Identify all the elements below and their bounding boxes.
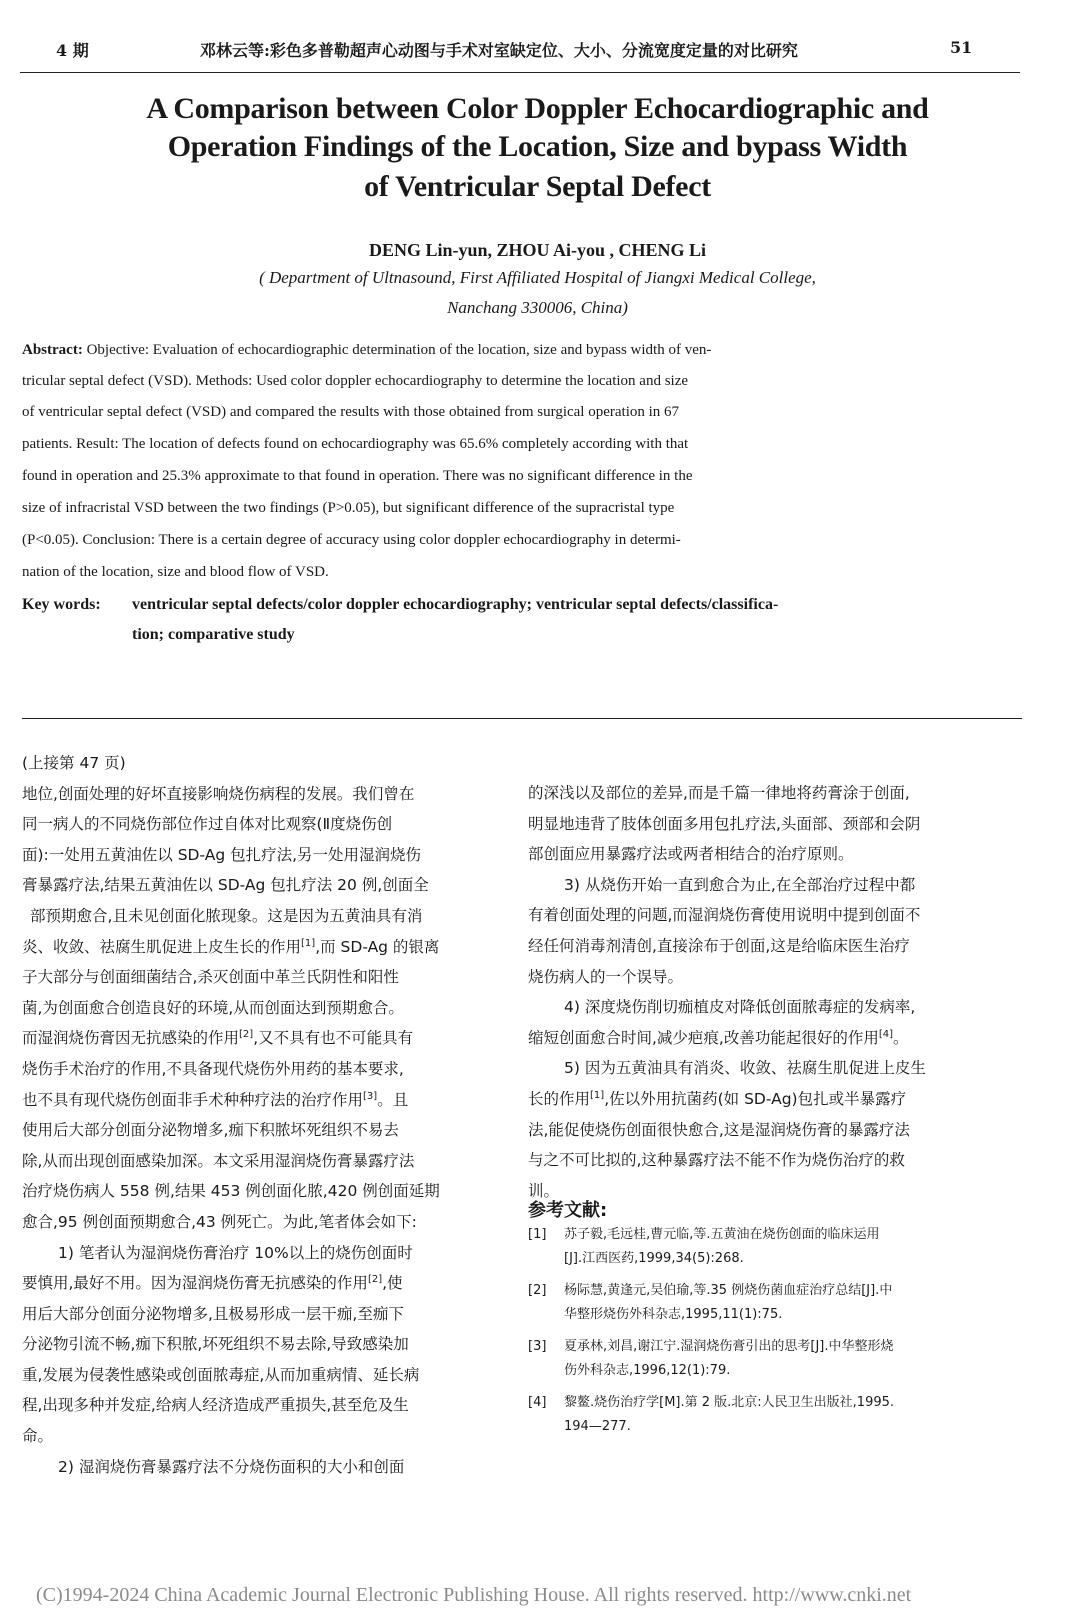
- section-rule: [22, 718, 1022, 719]
- reference-line: 伤外科杂志,1996,12(1):79.: [564, 1363, 731, 1378]
- body-text: 长的作用: [528, 1089, 591, 1108]
- reference-line: 杨际慧,黄逢元,吴伯瑜,等.35 例烧伤菌血症治疗总结[J].中: [564, 1283, 893, 1298]
- abstract-label: Abstract:: [22, 342, 83, 358]
- body-line: 使用后大部分创面分泌物增多,痂下积脓坏死组织不易去: [22, 1121, 399, 1140]
- page-number: 51: [950, 38, 973, 57]
- body-line: 训。: [528, 1181, 560, 1200]
- issue-number: 4 期: [56, 41, 89, 60]
- references-heading: 参考文献:: [528, 1200, 608, 1221]
- reference-number: [1]: [528, 1227, 547, 1242]
- body-line: 愈合,95 例创面预期愈合,43 例死亡。为此,笔者体会如下:: [22, 1212, 417, 1231]
- abstract-line-2: tricular septal defect (VSD). Methods: Used color doppler echocardiography to determine the location and size: [22, 373, 689, 389]
- left-column: [22, 748, 440, 1482]
- body-line: 明显地违背了肢体创面多用包扎疗法,头面部、颈部和会阴: [528, 814, 921, 833]
- continued-note: (上接第 47 页): [22, 754, 126, 772]
- body-text: 炎、收敛、祛腐生肌促进上皮生长的作用: [22, 937, 302, 956]
- abstract-line-6: size of infracristal VSD between the two findings (P>0.05), but significant difference of the supracristal type: [22, 500, 675, 516]
- body-line: 4) 深度烧伤削切痂植皮对降低创面脓毒症的发病率,: [564, 998, 916, 1017]
- citation-marker: [1]: [590, 1089, 605, 1101]
- running-title: 邓林云等:彩色多普勒超声心动图与手术对室缺定位、大小、分流宽度定量的对比研究: [200, 41, 798, 60]
- body-line: 程,出现多种并发症,给病人经济造成严重损失,甚至危及生: [22, 1396, 409, 1415]
- keywords-label: Key words:: [22, 596, 101, 613]
- body-line: [528, 1084, 926, 1115]
- body-line: [528, 1023, 926, 1054]
- reference-number: [2]: [528, 1283, 547, 1298]
- body-line: [22, 1268, 440, 1299]
- reference-line: [J].江西医药,1999,34(5):268.: [564, 1251, 744, 1266]
- body-line: 面):一处用五黄油佐以 SD-Ag 包扎疗法,另一处用湿润烧伤: [22, 845, 422, 864]
- body-text: ,佐以外用抗菌药(如 SD-Ag)包扎或半暴露疗: [604, 1089, 907, 1108]
- body-line: 与之不可比拟的,这种暴露疗法不能不作为烧伤治疗的救: [528, 1151, 905, 1170]
- body-line: 法,能促使烧伤创面很快愈合,这是湿润烧伤膏的暴露疗法: [528, 1120, 910, 1139]
- right-column: [528, 778, 926, 1206]
- authors: DENG Lin-yun, ZHOU Ai-you , CHENG Li: [368, 240, 707, 260]
- body-text: 。: [893, 1028, 909, 1047]
- abstract-line-3: of ventricular septal defect (VSD) and compared the results with those obtained from surgical operation in 67: [22, 404, 680, 420]
- abstract-line-1: [22, 342, 1022, 359]
- body-text: ,使: [382, 1274, 403, 1293]
- body-line: [22, 932, 440, 963]
- body-line: 烧伤病人的一个误导。: [528, 967, 684, 986]
- body-line: 的深浅以及部位的差异,而是千篇一律地将药膏涂于创面,: [528, 784, 910, 802]
- reference-item: [528, 1224, 1008, 1272]
- body-line: 菌,为创面愈合创造良好的环境,从而创面达到预期愈合。: [22, 998, 404, 1017]
- affiliation-line-1: ( Department of Ultnasound, First Affiliated Hospital of Jiangxi Medical College,: [259, 268, 816, 287]
- body-line: 重,发展为侵袭性感染或创面脓毒症,从而加重病情、延长病: [22, 1365, 420, 1384]
- body-line: 子大部分与创面细菌结合,杀灭创面中革兰氏阴性和阳性: [22, 968, 399, 987]
- keywords-line-1: ventricular septal defects/color doppler echocardiography; ventricular septal defects/classifica-: [132, 596, 779, 613]
- body-line: 3) 从烧伤开始一直到愈合为止,在全部治疗过程中都: [564, 875, 916, 894]
- title-line-1: A Comparison between Color Doppler Echocardiographic and: [146, 92, 929, 125]
- reference-number: [4]: [528, 1395, 547, 1410]
- citation-marker: [1]: [301, 937, 316, 949]
- keywords-line-2: tion; comparative study: [132, 626, 295, 643]
- body-line: [22, 1085, 440, 1116]
- body-line: 有着创面处理的问题,而湿润烧伤膏使用说明中提到创面不: [528, 906, 921, 925]
- body-line: 同一病人的不同烧伤部位作过自体对比观察(Ⅱ度烧伤创: [22, 815, 393, 834]
- reference-line: 194—277.: [564, 1419, 631, 1434]
- abstract-line-4: patients. Result: The location of defects found on echocardiography was 65.6% completely according with that: [22, 436, 689, 452]
- body-line: 1) 笔者认为湿润烧伤膏治疗 10%以上的烧伤创面时: [58, 1243, 413, 1262]
- body-line: 膏暴露疗法,结果五黄油佐以 SD-Ag 包扎疗法 20 例,创面全: [22, 876, 429, 895]
- body-line: 部创面应用暴露疗法或两者相结合的治疗原则。: [528, 845, 854, 864]
- reference-item: [528, 1392, 1008, 1440]
- body-line: 5) 因为五黄油具有消炎、收敛、祛腐生肌促进上皮生: [564, 1059, 926, 1078]
- citation-marker: [2]: [239, 1029, 254, 1041]
- body-line: [22, 1023, 440, 1054]
- body-line: 命。: [22, 1427, 54, 1446]
- body-line: 治疗烧伤病人 558 例,结果 453 例创面化脓,420 例创面延期: [22, 1182, 440, 1201]
- copyright-footer: (C)1994-2024 China Academic Journal Electronic Publishing House. All rights reserved. http://www.cnki.net: [36, 1584, 912, 1606]
- abstract-line-7: (P<0.05). Conclusion: There is a certain degree of accuracy using color doppler echocardiography in determi-: [22, 532, 681, 548]
- body-text: ,又不具有也不可能具有: [253, 1029, 414, 1048]
- body-line: 烧伤手术治疗的作用,不具备现代烧伤外用药的基本要求,: [22, 1059, 404, 1078]
- reference-number: [3]: [528, 1339, 547, 1354]
- abstract-text: Objective: Evaluation of echocardiographic determination of the location, size and bypass width of ven-: [82, 342, 712, 358]
- body-line: 用后大部分创面分泌物增多,且极易形成一层干痂,至痂下: [22, 1304, 404, 1323]
- affiliation-line-2: Nanchang 330006, China): [447, 298, 628, 317]
- body-text: ,而 SD-Ag 的银离: [315, 937, 440, 956]
- body-text: 而湿润烧伤膏因无抗感染的作用: [22, 1029, 240, 1048]
- body-line: 地位,创面处理的好坏直接影响烧伤病程的发展。我们曾在: [22, 784, 415, 803]
- header-rule: [20, 72, 1020, 73]
- reference-line: 华整形烧伤外科杂志,1995,11(1):75.: [564, 1307, 783, 1322]
- body-line: 部预期愈合,且未见创面化脓现象。这是因为五黄油具有消: [30, 906, 423, 925]
- body-text: 要慎用,最好不用。因为湿润烧伤膏无抗感染的作用: [22, 1274, 368, 1293]
- body-line: 分泌物引流不畅,痂下积脓,坏死组织不易去除,导致感染加: [22, 1335, 409, 1354]
- abstract-line-5: found in operation and 25.3% approximate to that found in operation. There was no significant difference in the: [22, 468, 693, 484]
- citation-marker: [4]: [878, 1028, 894, 1040]
- title-line-2: Operation Findings of the Location, Size and bypass Width: [167, 130, 908, 163]
- reference-line: 夏承林,刘昌,谢江宁.湿润烧伤膏引出的思考[J].中华整形烧: [564, 1339, 894, 1354]
- reference-item: [528, 1336, 1008, 1384]
- reference-item: [528, 1280, 1008, 1328]
- body-line: 2) 湿润烧伤膏暴露疗法不分烧伤面积的大小和创面: [58, 1457, 405, 1476]
- title-line-3: of Ventricular Septal Defect: [364, 170, 711, 203]
- citation-marker: [3]: [363, 1090, 378, 1102]
- body-text: 也不具有现代烧伤创面非手术种种疗法的治疗作用: [22, 1090, 364, 1109]
- body-text: 。且: [377, 1090, 409, 1109]
- body-line: 除,从而出现创面感染加深。本文采用湿润烧伤膏暴露疗法: [22, 1151, 415, 1170]
- reference-line: 苏子毅,毛远桂,曹元临,等.五黄油在烧伤创面的临床运用: [564, 1227, 880, 1242]
- citation-marker: [2]: [367, 1273, 383, 1285]
- body-text: 缩短创面愈合时间,减少疤痕,改善功能起很好的作用: [528, 1028, 879, 1047]
- body-line: 经任何消毒剂清创,直接涂布于创面,这是给临床医生治疗: [528, 936, 910, 955]
- reference-line: 黎鳌.烧伤治疗学[M].第 2 版.北京:人民卫生出版社,1995.: [564, 1395, 895, 1410]
- abstract-line-8: nation of the location, size and blood flow of VSD.: [22, 564, 329, 580]
